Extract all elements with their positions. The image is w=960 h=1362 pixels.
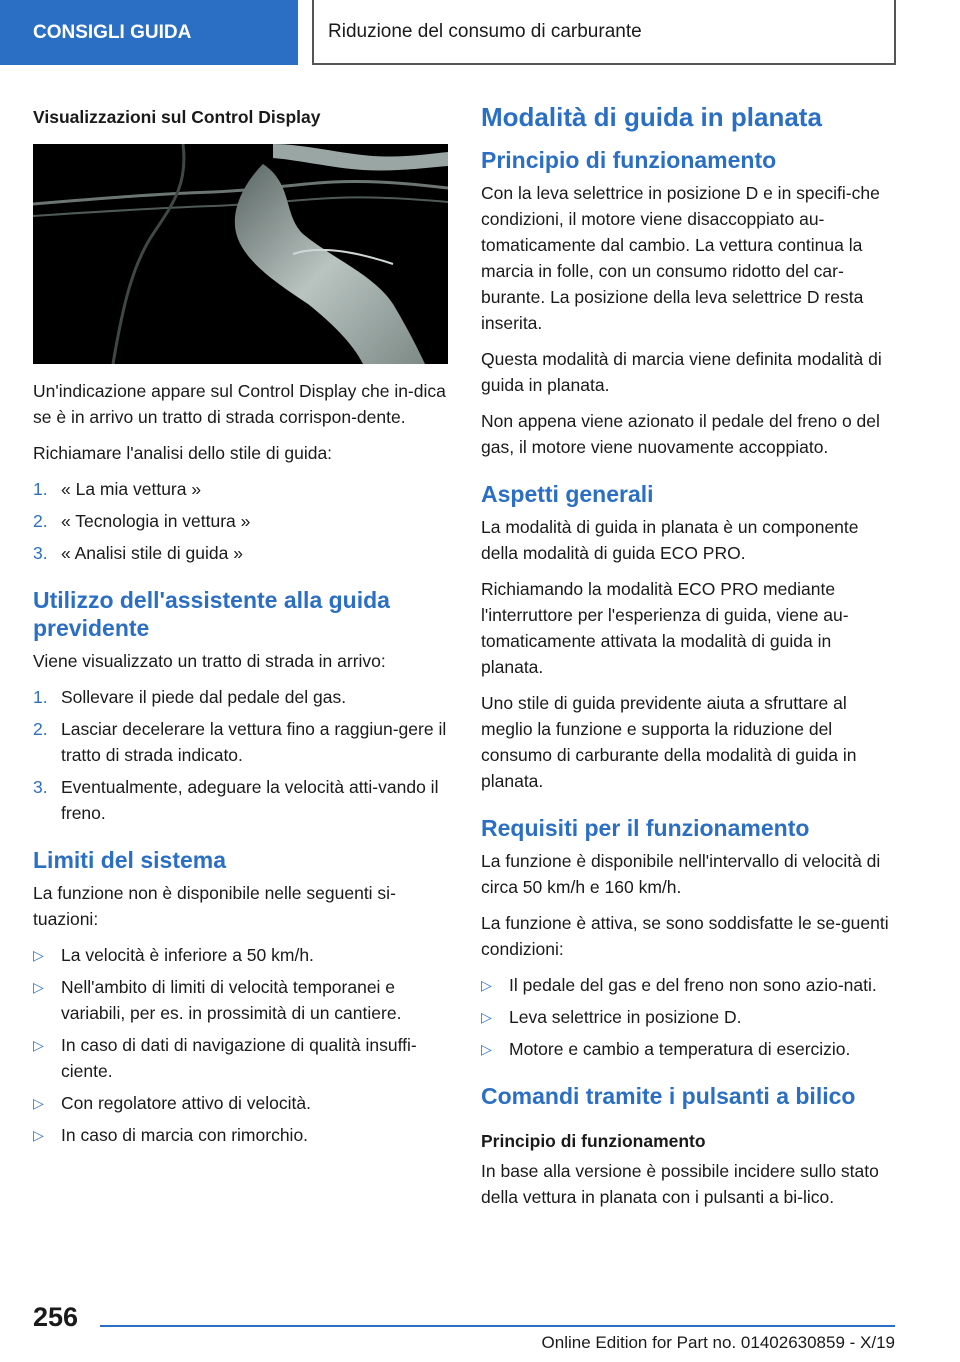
general-heading: Aspetti generali bbox=[481, 481, 654, 507]
list-item bbox=[33, 1032, 448, 1084]
page-title: Modalità di guida in planata bbox=[481, 102, 822, 132]
list-item bbox=[481, 1004, 896, 1030]
item-text: Nell'ambito di limiti di velocità temporanei e variabili, per es. in prossimità di un cantiere. bbox=[61, 977, 402, 1023]
step-number: 2. bbox=[33, 719, 48, 739]
header-section-tab bbox=[0, 0, 298, 65]
page-number: 256 bbox=[33, 1302, 79, 1332]
assist-heading: Utilizzo dell'assistente alla guida previdente bbox=[33, 587, 390, 641]
item-text: Motore e cambio a temperatura di esercizio. bbox=[509, 1039, 851, 1059]
list-item bbox=[481, 972, 896, 998]
list-item bbox=[33, 476, 448, 502]
item-text: La velocità è inferiore a 50 km/h. bbox=[61, 945, 314, 965]
footer-divider bbox=[100, 1325, 895, 1327]
header-section-label: CONSIGLI GUIDA bbox=[33, 21, 192, 43]
triangle-bullet-icon: ▷ bbox=[33, 1127, 44, 1143]
step-number: 3. bbox=[33, 543, 48, 563]
principle-heading: Principio di funzionamento bbox=[481, 147, 777, 173]
triangle-bullet-icon: ▷ bbox=[33, 1095, 44, 1111]
general-p1: La modalità di guida in planata è un componente della modalità di guida ECO PRO. bbox=[481, 517, 859, 563]
recall-steps-list bbox=[33, 476, 448, 566]
item-text: Con regolatore attivo di velocità. bbox=[61, 1093, 311, 1113]
list-item bbox=[33, 942, 448, 968]
list-item bbox=[33, 974, 448, 1026]
triangle-bullet-icon: ▷ bbox=[33, 947, 44, 963]
limits-text: La funzione non è disponibile nelle seguenti si-tuazioni: bbox=[33, 883, 396, 929]
assist-text: Viene visualizzato un tratto di strada in arrivo: bbox=[33, 651, 386, 671]
general-p3: Uno stile di guida previdente aiuta a sfruttare al meglio la funzione e supporta la riduzione del consumo di carburante della modalità di guida in planata. bbox=[481, 693, 857, 791]
step-text: « La mia vettura » bbox=[61, 479, 202, 499]
recall-text: Richiamare l'analisi dello stile di guida: bbox=[33, 443, 333, 463]
limits-list bbox=[33, 942, 448, 1148]
controls-p1: In base alla versione è possibile incidere sullo stato della vettura in planata con i pulsanti a bi-lico. bbox=[481, 1161, 879, 1207]
list-item bbox=[33, 684, 448, 710]
display-heading: Visualizzazioni sul Control Display bbox=[33, 107, 321, 127]
right-column bbox=[481, 100, 896, 1220]
item-text: In caso di marcia con rimorchio. bbox=[61, 1125, 309, 1145]
step-text: Lasciar decelerare la vettura fino a raggiun-gere il tratto di strada indicato. bbox=[61, 719, 447, 765]
triangle-bullet-icon: ▷ bbox=[33, 979, 44, 995]
principle-p3: Non appena viene azionato il pedale del freno o del gas, il motore viene nuovamente accoppiato. bbox=[481, 411, 880, 457]
step-text: Eventualmente, adeguare la velocità atti-vando il freno. bbox=[61, 777, 439, 823]
assist-steps-list bbox=[33, 684, 448, 826]
list-item bbox=[33, 716, 448, 768]
step-text: « Analisi stile di guida » bbox=[61, 543, 243, 563]
limits-heading: Limiti del sistema bbox=[33, 847, 227, 873]
item-text: Il pedale del gas e del freno non sono azio-nati. bbox=[509, 975, 877, 995]
road-display-image bbox=[33, 144, 448, 364]
triangle-bullet-icon: ▷ bbox=[481, 977, 492, 993]
step-text: Sollevare il piede dal pedale del gas. bbox=[61, 687, 347, 707]
list-item bbox=[481, 1036, 896, 1062]
principle-p2: Questa modalità di marcia viene definita modalità di guida in planata. bbox=[481, 349, 882, 395]
list-item bbox=[33, 1090, 448, 1116]
controls-subheading: Principio di funzionamento bbox=[481, 1131, 706, 1151]
triangle-bullet-icon: ▷ bbox=[481, 1041, 492, 1057]
display-text: Un'indicazione appare sul Control Display che in-dica se è in arrivo un tratto di strada corrispon-dente. bbox=[33, 381, 446, 427]
list-item bbox=[33, 1122, 448, 1148]
header-title-box bbox=[312, 0, 896, 65]
general-p2: Richiamando la modalità ECO PRO mediante l'interruttore per l'esperienza di guida, viene au-tomaticamente attivata la modalità di guida in planata. bbox=[481, 579, 849, 677]
requirements-list bbox=[481, 972, 896, 1062]
step-number: 2. bbox=[33, 511, 48, 531]
list-item bbox=[33, 774, 448, 826]
list-item bbox=[33, 540, 448, 566]
triangle-bullet-icon: ▷ bbox=[481, 1009, 492, 1025]
header-title: Riduzione del consumo di carburante bbox=[328, 20, 642, 42]
requirements-p1: La funzione è disponibile nell'intervallo di velocità di circa 50 km/h e 160 km/h. bbox=[481, 851, 881, 897]
list-item bbox=[33, 508, 448, 534]
requirements-heading: Requisiti per il funzionamento bbox=[481, 815, 810, 841]
step-number: 3. bbox=[33, 777, 48, 797]
item-text: Leva selettrice in posizione D. bbox=[509, 1007, 742, 1027]
left-column bbox=[33, 100, 448, 1158]
item-text: In caso di dati di navigazione di qualità insuffi-ciente. bbox=[61, 1035, 417, 1081]
step-number: 1. bbox=[33, 479, 48, 499]
step-number: 1. bbox=[33, 687, 48, 707]
principle-p1: Con la leva selettrice in posizione D e in specifi-che condizioni, il motore viene disaccoppiato au-tomaticamente dal cambio. La vettura continua la marcia in folle, con un consumo ridotto del car-burante. La posizione della leva selettrice D resta inserita. bbox=[481, 183, 880, 333]
step-text: « Tecnologia in vettura » bbox=[61, 511, 251, 531]
controls-heading: Comandi tramite i pulsanti a bilico bbox=[481, 1083, 856, 1109]
triangle-bullet-icon: ▷ bbox=[33, 1037, 44, 1053]
footer-edition: Online Edition for Part no. 01402630859 - X/19 bbox=[541, 1333, 895, 1352]
requirements-p2: La funzione è attiva, se sono soddisfatte le se-guenti condizioni: bbox=[481, 913, 889, 959]
